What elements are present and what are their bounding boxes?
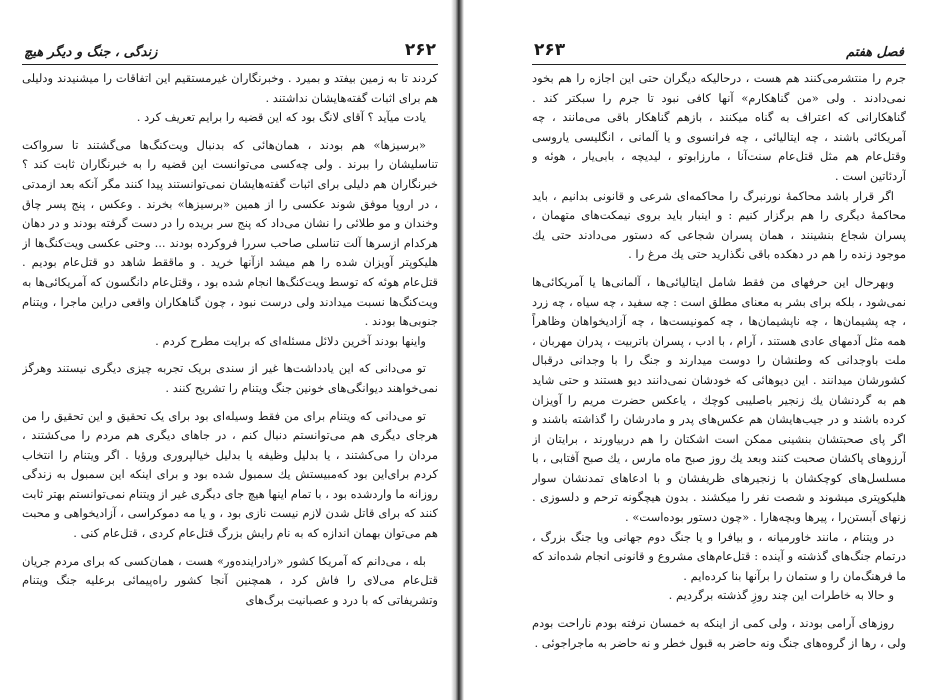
left-running-title: زندگی ، جنگ و دیگر هیچ: [24, 45, 158, 60]
left-paragraph-5: تو می‌دانی که این یادداشت‌ها غیر از سندی بریک تجربه چیزی دیگری نیستند وهرگز نمی‌خواهند دیوانگی‌های خونین جنگ ویتنام را تشریح کنند .: [22, 361, 438, 395]
right-running-title: فصل هفتم: [846, 45, 904, 60]
right-paragraph-3: وبهرحال این حرفهای من فقط شامل ایتالیائی‌ها ، آلمانی‌ها یا آمریکائی‌ها نمی‌شود ، بلکه برای بشر به معنای مطلق است : چه سفید ، چه سیاه ، چه زرد ، چه پشیمان‌ها ، چه ناپشیمان‌ها ، چه کمونیست‌ها ، چه آزادیخواهان وظاهراً همه مثل آدمهای عادی هستند ، آرام ، با ادب ، پسران باتربیت ، پدران مهربان ، ملت باوجدانی که وطنشان را دوست میدارند و جنگ را با وجدانی درقبال کشورشان میدانند . این دیوهائی که خودشان نمی‌دانند دیو هستند و حتی شاید هم به گردنشان یك زنجیر باصلیبی کوچك ، یاعکس حضرت مریم را آویزان کرده باشند و در جیب‌هایشان هم عکس‌های پدر و مادرشان را گذاشته باشند و اگر پای صحبتشان بنشینی ممکن است اشکتان را هم دربیاورند ، برایتان از آرزوهای پاکشان صحبت کنند وبعد یك روز صبح ماه مارس ، یك صبح آفتابی ، با مسلسل‌های کوچکشان با زنجیرهای ظریفشان و با ادعاهای تمدنشان سوار هلیکوپتری میشوند و شصت نفر را میکشند . بدون هیچگونه ترحم و دلسوزی . زنهای آبستن‌را ، پیرها وبچه‌ها‌را . «چون دستور بوده‌است» .: [532, 274, 906, 525]
book-spine-gutter: [451, 0, 464, 700]
left-page-header: [22, 38, 438, 65]
left-page-body: [22, 65, 438, 610]
right-paragraph-5: و حالا به خاطرات این چند روزِ گذشته برگردیم .: [668, 588, 894, 603]
left-paragraph-3: «برسیزها» هم بودند ، همان‌هائی که بدنبال ویت‌کنگ‌ها می‌گشتند تا سرواکت تناسلیشان را ببرند . ولی چه‌کسی می‌توانست این قضیه را به خبرنگاران ثابت کند ؟ خبرنگاران هم دلیلی برای اثبات گفته‌هایشان نمی‌توانستند پیدا کنند مگر آنکه بعد ازمدتی ، در اروپا موفق شوند عکسی را از همین «برسیزها» بخرند . وعکس ، پنج پسر چاق وخندان و مو طلائی را نشان می‌داد که پنج سر بریده را در دست گرفته بودند و در دهان هرکدام ازسرها آلت تناسلی صاحب سررا فروکرده بودند ... وحتی عکسی ویت‌کنگ‌ها از هلیکوپتر آویزان شده را هم میشد ازآنها خرید . و ماققط شاهد دو قتل‌عام بودیم . قتل‌عام هوئه که توسط ویت‌کنگ‌ها انجام شده بود ، وقتل‌عام دانگسون که آمریکائی‌ها به ویت‌کنگ‌ها نسبت میدادند ولی درست نبود ، چون گناهکاران واقعی دراین ماجرا ، ویتنام جنوبی‌ها بودند .: [22, 137, 438, 329]
right-page: [532, 38, 906, 690]
right-paragraph-6: روزهای آرامی بودند ، ولی کمی از اینکه به خمسان نرفته بودم ناراحت بودم ولی ، رها از گروه‌های جنگ ونه حاضر به قبول خطر و نه حاضر به ماجراجوئی .: [532, 616, 906, 650]
right-paragraph-4: در ویتنام ، مانند خاورمیانه ، و بیافرا و یا جنگ دوم جهانی ویا جنگ بزرگ ، درتمام جنگ‌های گذشته و آینده : قتل‌عام‌های مشروع و قانونی انجام شده‌اند که ما فرهنگ‌مان را و ستمان را برآنها بنا کرده‌ایم .: [532, 529, 906, 583]
left-paragraph-2: یادت میآید ؟ آقای لانگ بود که این قضیه را برایم تعریف کرد .: [136, 110, 426, 125]
right-paragraph-1: جرم را منتشرمی‌کنند هم هست ، درحالیکه دیگران حتی این اجازه را هم بخود نمی‌دادند . ولی «من گناهکارم» آنها کافی نبود تا جرم را سبکتر کند . گناهکارانی که اعتراف به گناه میکنند ، بازهم گناهکار باقی می‌مانند ، چه آمریکائی باشند ، چه ایتالیائی ، چه فرانسوی و یا آلمانی ، انگلیسی یاروسی وقتل‌عام هم مثل قتل‌عام سنت‌آنا ، مارزابوتو ، لیدیچه ، بابی‌یار ، هوئه و آردئاتین است .: [532, 71, 906, 183]
left-paragraph-4: واینها بودند آخرین دلائل مسئله‌ای که برایت مطرح کردم .: [155, 333, 426, 348]
right-page-number: ۲۶۳: [534, 40, 566, 60]
right-page-header: [532, 38, 906, 65]
right-page-body: [532, 65, 906, 653]
left-paragraph-7: بله ، می‌دانم که آمریکا کشور «رادراینده‌ور» هست ، همان‌کسی که برای مردم جریان قتل‌عام می‌لای را فاش کرد ، همچنین آنجا کشور راه‌پیمائی برعلیه جنگ ویتنام وتشریفاتی که با درد و عصبانیت برگ‌های: [22, 553, 438, 607]
right-paragraph-2: اگر قرار باشد محاکمهٔ نورنبرگ را محاکمه‌ای شرعی و قانونی بدانیم ، باید محاکمهٔ دیگری را هم برگزار کنیم : و اینبار باید بروی نیمکت‌های متهمان ، پسران شجاع بنشینند ، همان پسران شجاعی که دستور می‌دادند حتی یك موجود زنده را هم در دهکده باقی نگذارید حتی یك مرغ را .: [532, 188, 906, 262]
left-page-number: ۲۶۲: [404, 40, 436, 60]
left-paragraph-1: کردند تا به زمین بیفتد و بمیرد . وخبرنگاران غیرمستقیم این اتفاقات را میشنیدند ودلیلی هم برای اثبات گفته‌هایشان نداشتند .: [22, 71, 438, 105]
left-page: [22, 38, 438, 690]
left-paragraph-6: تو می‌دانی که ویتنام برای من فقط وسیله‌ای بود برای یک تحقیق و این تحقیق را من هرجای دیگری هم می‌توانستم دنبال کنم ، در جاهای دیگری هم مردم را می‌کشتند ، مردان را می‌کشتند ، یا بدلیل وظیفه یا بدلیل خیالپروری ورؤیا . اگر ویتنام را انتخاب کردم برای‌این بود که‌مبیستش یك سمبول شده بود و برای اینکه این سمبول به زندگی روزانه ما واردشده بود ، با تمام اینها هیچ جای دیگری غیر از ویتنام نمی‌توانستم بهتر ثابت کنند که برای قاتل شدن لازم نیست نازی بود ، و یا مه دموکراسی ، آزادیخواهی و محبت هم می‌توان بهمان اندازه که به نام رایش بزرگ قتل‌عام کردی ، قتل‌عام کنی .: [22, 408, 438, 541]
